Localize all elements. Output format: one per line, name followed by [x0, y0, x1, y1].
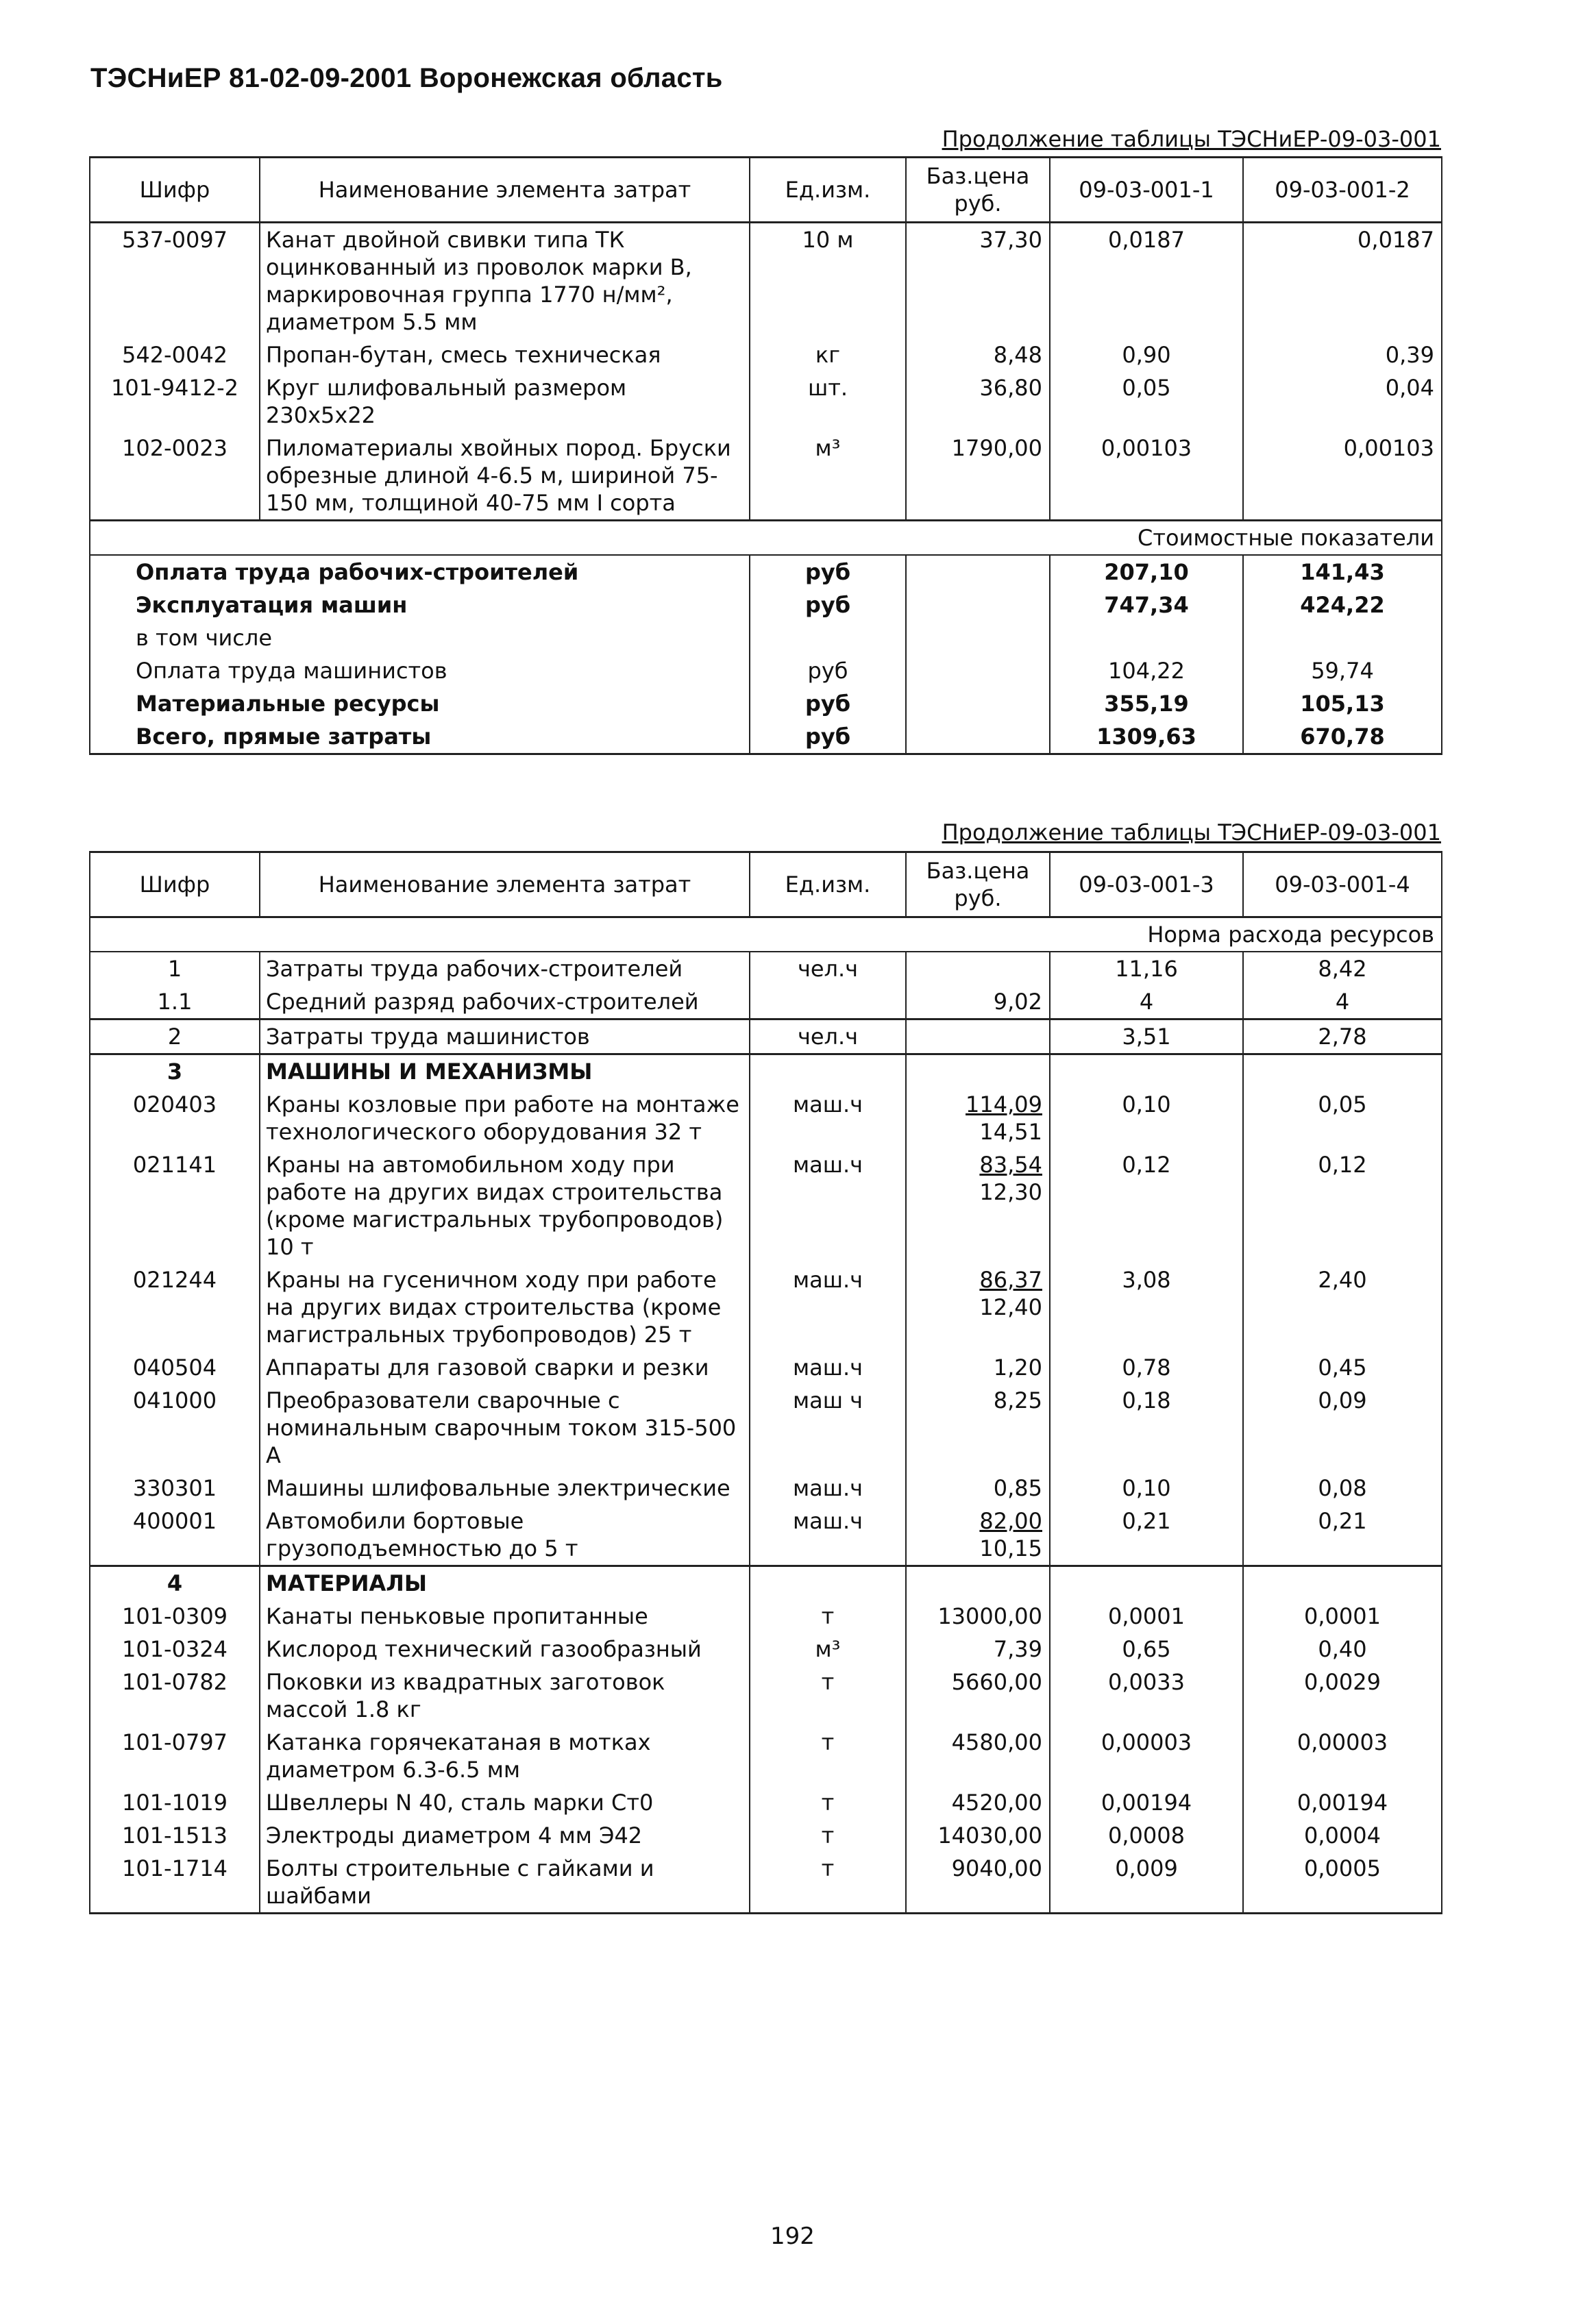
- resource-unit: т: [750, 1786, 906, 1819]
- empty-cell: [906, 1566, 1050, 1600]
- resource-code: 020403: [90, 1088, 260, 1148]
- price-total: 86,37: [979, 1267, 1042, 1293]
- resource-unit: маш.ч: [750, 1088, 906, 1148]
- resource-code: 101-1019: [90, 1786, 260, 1819]
- table-row: [90, 1852, 1442, 1914]
- resource-value-2: 0,12: [1243, 1148, 1442, 1263]
- resource-unit: маш ч: [750, 1384, 906, 1472]
- cost-value-1: 207,10: [1050, 555, 1243, 589]
- resource-value-2: 0,00003: [1243, 1726, 1442, 1786]
- resource-value-1: 0,0187: [1050, 223, 1243, 339]
- resource-code: 040504: [90, 1351, 260, 1384]
- price-total: 114,09: [966, 1091, 1042, 1117]
- resource-code: 330301: [90, 1472, 260, 1505]
- table-row: [90, 223, 1442, 339]
- cost-row: [90, 621, 1442, 654]
- header-name: Наименование элемента затрат: [260, 158, 750, 223]
- table2-header-row: [90, 852, 1442, 917]
- resource-value-2: 0,09: [1243, 1384, 1442, 1472]
- price-fraction: [979, 1507, 1042, 1562]
- price-total: 83,54: [979, 1152, 1042, 1178]
- resource-price: 9,02: [906, 985, 1050, 1019]
- resource-unit: м³: [750, 1633, 906, 1666]
- resource-value-1: 0,009: [1050, 1852, 1243, 1914]
- resource-price: 5660,00: [906, 1666, 1050, 1726]
- resource-code: 537-0097: [90, 223, 260, 339]
- table-row: [90, 1263, 1442, 1351]
- resource-value-1: 0,05: [1050, 371, 1243, 432]
- cost-price: [906, 687, 1050, 720]
- resource-code: 1.1: [90, 985, 260, 1019]
- cost-value-2: 424,22: [1243, 589, 1442, 621]
- cost-label: Оплата труда машинистов: [90, 654, 750, 687]
- resource-price: [906, 1263, 1050, 1351]
- resource-name: Поковки из квадратных заготовок массой 1.8 кг: [260, 1666, 750, 1726]
- cost-value-2: 105,13: [1243, 687, 1442, 720]
- price-total: 82,00: [979, 1508, 1042, 1534]
- table-row: [90, 1351, 1442, 1384]
- resource-price: [906, 952, 1050, 985]
- cost-label: Всего, прямые затраты: [90, 720, 750, 754]
- resource-value-1: 0,21: [1050, 1505, 1243, 1566]
- resource-name: Аппараты для газовой сварки и резки: [260, 1351, 750, 1384]
- resource-unit: т: [750, 1852, 906, 1914]
- resources-table-1: [89, 156, 1442, 755]
- resource-price: 8,48: [906, 338, 1050, 371]
- resource-name: Канат двойной свивки типа ТК оцинкованный из проволок марки В, маркировочная группа 1770 н/мм², диаметром 5.5 мм: [260, 223, 750, 339]
- resource-value-2: 0,0187: [1243, 223, 1442, 339]
- resource-value-1: 0,10: [1050, 1472, 1243, 1505]
- resource-name: Круг шлифовальный размером 230х5х22: [260, 371, 750, 432]
- table2-caption: Продолжение таблицы ТЭСНиЕР-09-03-001: [942, 819, 1441, 845]
- empty-cell: [750, 1566, 906, 1600]
- resource-price: 14030,00: [906, 1819, 1050, 1852]
- resource-value-1: 0,12: [1050, 1148, 1243, 1263]
- resource-name: Кислород технический газообразный: [260, 1633, 750, 1666]
- resource-unit: т: [750, 1819, 906, 1852]
- resource-name: Затраты труда рабочих-строителей: [260, 952, 750, 985]
- resource-name: Пропан-бутан, смесь техническая: [260, 338, 750, 371]
- resources-table-2: [89, 851, 1442, 1914]
- resource-price: 4580,00: [906, 1726, 1050, 1786]
- document-title: ТЭСНиЕР 81-02-09-2001 Воронежская область: [90, 63, 723, 93]
- resource-name: Краны на гусеничном ходу при работе на других видах строительства (кроме магистральных трубопроводов) 25 т: [260, 1263, 750, 1351]
- cost-label: Эксплуатация машин: [90, 589, 750, 621]
- cost-value-2: 141,43: [1243, 555, 1442, 589]
- resource-price: 8,25: [906, 1384, 1050, 1472]
- price-fraction: [979, 1151, 1042, 1206]
- table1-caption: Продолжение таблицы ТЭСНиЕР-09-03-001: [942, 126, 1441, 152]
- resource-unit: маш.ч: [750, 1351, 906, 1384]
- cost-price: [906, 589, 1050, 621]
- cost-value-1: 355,19: [1050, 687, 1243, 720]
- resource-name: Канаты пеньковые пропитанные: [260, 1600, 750, 1633]
- empty-cell: [906, 1054, 1050, 1089]
- resource-unit: м³: [750, 432, 906, 521]
- machines-section-row: [90, 1054, 1442, 1089]
- resource-unit: чел.ч: [750, 1019, 906, 1054]
- cost-value-2: 59,74: [1243, 654, 1442, 687]
- header-col1: 09-03-001-1: [1050, 158, 1243, 223]
- resource-value-2: 0,0029: [1243, 1666, 1442, 1726]
- header-price: Баз.цена руб.: [906, 158, 1050, 223]
- resource-value-1: 4: [1050, 985, 1243, 1019]
- resource-price: [906, 1019, 1050, 1054]
- resource-value-2: 0,45: [1243, 1351, 1442, 1384]
- header-code: Шифр: [90, 158, 260, 223]
- header-name: Наименование элемента затрат: [260, 852, 750, 917]
- resource-unit: маш.ч: [750, 1148, 906, 1263]
- resource-unit: чел.ч: [750, 952, 906, 985]
- resource-value-2: 0,21: [1243, 1505, 1442, 1566]
- resource-value-2: 0,0001: [1243, 1600, 1442, 1633]
- table-row: [90, 1726, 1442, 1786]
- resource-price: [906, 1505, 1050, 1566]
- resource-name: Болты строительные с гайками и шайбами: [260, 1852, 750, 1914]
- resource-price: 13000,00: [906, 1600, 1050, 1633]
- resource-unit: [750, 985, 906, 1019]
- price-wages: 10,15: [979, 1535, 1042, 1561]
- cost-row: [90, 589, 1442, 621]
- price-fraction: [979, 1266, 1042, 1321]
- resource-unit: т: [750, 1600, 906, 1633]
- table-row: [90, 1472, 1442, 1505]
- resource-value-2: 0,40: [1243, 1633, 1442, 1666]
- empty-cell: [750, 1054, 906, 1089]
- cost-price: [906, 654, 1050, 687]
- cost-unit: руб: [750, 589, 906, 621]
- resource-value-1: 0,00103: [1050, 432, 1243, 521]
- table-row: [90, 432, 1442, 521]
- section-row: [90, 521, 1442, 556]
- cost-price: [906, 555, 1050, 589]
- resource-price: 37,30: [906, 223, 1050, 339]
- cost-value-2: [1243, 621, 1442, 654]
- resource-code: 101-9412-2: [90, 371, 260, 432]
- resource-value-2: 2,40: [1243, 1263, 1442, 1351]
- resource-value-2: 0,00194: [1243, 1786, 1442, 1819]
- resource-unit: шт.: [750, 371, 906, 432]
- resource-code: 101-0309: [90, 1600, 260, 1633]
- section-title: МАТЕРИАЛЫ: [260, 1566, 750, 1600]
- resource-value-1: 0,00003: [1050, 1726, 1243, 1786]
- resource-unit: маш.ч: [750, 1263, 906, 1351]
- empty-cell: [1243, 1566, 1442, 1600]
- header-col4: 09-03-001-4: [1243, 852, 1442, 917]
- resource-value-1: 0,0001: [1050, 1600, 1243, 1633]
- resource-name: Преобразователи сварочные с номинальным сварочным током 315-500 А: [260, 1384, 750, 1472]
- resource-name: Пиломатериалы хвойных пород. Бруски обрезные длиной 4-6.5 м, шириной 75-150 мм, толщиной 40-75 мм I сорта: [260, 432, 750, 521]
- resource-value-1: 0,0008: [1050, 1819, 1243, 1852]
- resource-code: 400001: [90, 1505, 260, 1566]
- cost-row: [90, 720, 1442, 754]
- resource-value-1: 3,08: [1050, 1263, 1243, 1351]
- resource-unit: кг: [750, 338, 906, 371]
- resource-code: 102-0023: [90, 432, 260, 521]
- header-col2: 09-03-001-2: [1243, 158, 1442, 223]
- resource-code: 2: [90, 1019, 260, 1054]
- resource-unit: т: [750, 1666, 906, 1726]
- cost-value-1: 104,22: [1050, 654, 1243, 687]
- table-row: [90, 338, 1442, 371]
- cost-row: [90, 555, 1442, 589]
- resource-value-1: 0,78: [1050, 1351, 1243, 1384]
- resource-code: 101-1513: [90, 1819, 260, 1852]
- cost-section-label: Стоимостные показатели: [90, 521, 1442, 556]
- cost-label: Оплата труда рабочих-строителей: [90, 555, 750, 589]
- resource-unit: маш.ч: [750, 1472, 906, 1505]
- cost-unit: [750, 621, 906, 654]
- resource-value-2: 0,39: [1243, 338, 1442, 371]
- resource-value-2: 0,00103: [1243, 432, 1442, 521]
- resource-price: 1790,00: [906, 432, 1050, 521]
- resource-value-2: 0,08: [1243, 1472, 1442, 1505]
- section-code: 4: [90, 1566, 260, 1600]
- header-code: Шифр: [90, 852, 260, 917]
- cost-label: Материальные ресурсы: [90, 687, 750, 720]
- resource-value-1: 0,65: [1050, 1633, 1243, 1666]
- resource-value-1: 3,51: [1050, 1019, 1243, 1054]
- resource-unit: маш.ч: [750, 1505, 906, 1566]
- cost-row: [90, 654, 1442, 687]
- header-unit: Ед.изм.: [750, 158, 906, 223]
- resource-name: Швеллеры N 40, сталь марки Ст0: [260, 1786, 750, 1819]
- resource-name: Затраты труда машинистов: [260, 1019, 750, 1054]
- table-row: [90, 1088, 1442, 1148]
- resource-value-2: 0,0004: [1243, 1819, 1442, 1852]
- resource-price: 36,80: [906, 371, 1050, 432]
- resource-value-1: 11,16: [1050, 952, 1243, 985]
- resource-code: 1: [90, 952, 260, 985]
- resource-name: Краны козловые при работе на монтаже технологического оборудования 32 т: [260, 1088, 750, 1148]
- cost-value-1: 1309,63: [1050, 720, 1243, 754]
- resource-price: [906, 1148, 1050, 1263]
- table-row: [90, 1786, 1442, 1819]
- resource-value-2: 2,78: [1243, 1019, 1442, 1054]
- resource-name: Краны на автомобильном ходу при работе на других видах строительства (кроме магистральных трубопроводов) 10 т: [260, 1148, 750, 1263]
- materials-section-row: [90, 1566, 1442, 1600]
- resource-price: 1,20: [906, 1351, 1050, 1384]
- empty-cell: [1050, 1566, 1243, 1600]
- table-row: [90, 1819, 1442, 1852]
- resource-name: Автомобили бортовые грузоподъемностью до 5 т: [260, 1505, 750, 1566]
- section-row: [90, 917, 1442, 952]
- section-code: 3: [90, 1054, 260, 1089]
- resource-code: 542-0042: [90, 338, 260, 371]
- table-row: [90, 1666, 1442, 1726]
- resource-value-1: 0,0033: [1050, 1666, 1243, 1726]
- resource-unit: 10 м: [750, 223, 906, 339]
- cost-label: в том числе: [90, 621, 750, 654]
- resource-value-2: 4: [1243, 985, 1442, 1019]
- table1-header-row: [90, 158, 1442, 223]
- resource-name: Средний разряд рабочих-строителей: [260, 985, 750, 1019]
- header-unit: Ед.изм.: [750, 852, 906, 917]
- resource-value-2: 0,04: [1243, 371, 1442, 432]
- page-number: 192: [770, 2223, 815, 2250]
- price-wages: 12,30: [979, 1179, 1042, 1205]
- resource-value-2: 0,05: [1243, 1088, 1442, 1148]
- resource-value-1: 0,90: [1050, 338, 1243, 371]
- table-row: [90, 371, 1442, 432]
- labor-row: [90, 985, 1442, 1019]
- resource-value-1: 0,18: [1050, 1384, 1243, 1472]
- table-row: [90, 1633, 1442, 1666]
- resource-code: 101-0797: [90, 1726, 260, 1786]
- price-wages: 12,40: [979, 1294, 1042, 1320]
- table-row: [90, 1505, 1442, 1566]
- cost-unit: руб: [750, 687, 906, 720]
- resource-price: [906, 1088, 1050, 1148]
- cost-price: [906, 621, 1050, 654]
- resource-value-2: 8,42: [1243, 952, 1442, 985]
- empty-cell: [1050, 1054, 1243, 1089]
- resource-value-2: 0,0005: [1243, 1852, 1442, 1914]
- resource-value-1: 0,10: [1050, 1088, 1243, 1148]
- cost-price: [906, 720, 1050, 754]
- labor-row: [90, 952, 1442, 985]
- table-row: [90, 1600, 1442, 1633]
- resource-name: Электроды диаметром 4 мм Э42: [260, 1819, 750, 1852]
- price-wages: 14,51: [979, 1119, 1042, 1145]
- cost-value-1: 747,34: [1050, 589, 1243, 621]
- resource-price: 7,39: [906, 1633, 1050, 1666]
- resource-code: 101-1714: [90, 1852, 260, 1914]
- header-col3: 09-03-001-3: [1050, 852, 1243, 917]
- table-row: [90, 1148, 1442, 1263]
- resource-price: 4520,00: [906, 1786, 1050, 1819]
- resource-unit: т: [750, 1726, 906, 1786]
- empty-cell: [1243, 1054, 1442, 1089]
- resource-code: 101-0782: [90, 1666, 260, 1726]
- resource-price: 9040,00: [906, 1852, 1050, 1914]
- resource-code: 021244: [90, 1263, 260, 1351]
- cost-value-1: [1050, 621, 1243, 654]
- cost-value-2: 670,78: [1243, 720, 1442, 754]
- header-price: Баз.цена руб.: [906, 852, 1050, 917]
- table-row: [90, 1384, 1442, 1472]
- resource-price: 0,85: [906, 1472, 1050, 1505]
- cost-unit: руб: [750, 720, 906, 754]
- norm-section-label: Норма расхода ресурсов: [90, 917, 1442, 952]
- resource-value-1: 0,00194: [1050, 1786, 1243, 1819]
- resource-code: 041000: [90, 1384, 260, 1472]
- cost-unit: руб: [750, 654, 906, 687]
- cost-unit: руб: [750, 555, 906, 589]
- cost-row: [90, 687, 1442, 720]
- resource-name: Катанка горячекатаная в мотках диаметром 6.3-6.5 мм: [260, 1726, 750, 1786]
- resource-code: 101-0324: [90, 1633, 260, 1666]
- resource-name: Машины шлифовальные электрические: [260, 1472, 750, 1505]
- price-fraction: [966, 1091, 1042, 1146]
- section-title: МАШИНЫ И МЕХАНИЗМЫ: [260, 1054, 750, 1089]
- labor-row: [90, 1019, 1442, 1054]
- resource-code: 021141: [90, 1148, 260, 1263]
